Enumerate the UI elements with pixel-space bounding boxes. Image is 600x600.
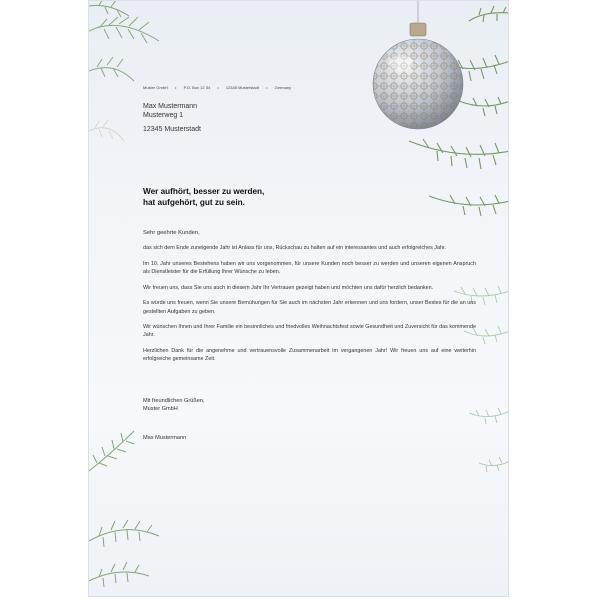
paragraph: Wir freuen uns, dass Sie uns auch in diesem Jahr Ihr Vertrauen gezeigt haben und möchten uns dafür herzlich bedanken. xyxy=(143,284,434,291)
closing xyxy=(143,397,205,414)
fir-branch-icon xyxy=(89,1,159,81)
headline-line-2: hat aufgehört, gut zu sein. xyxy=(143,197,245,207)
closing-greeting: Mit freundlichen Grüßen, xyxy=(143,398,205,404)
sender-city: 12345 Musterstadt xyxy=(225,85,259,90)
fir-branch-icon xyxy=(89,431,159,587)
recipient-street: Musterweg 1 xyxy=(143,111,184,119)
recipient-address xyxy=(143,103,201,135)
letter-sheet xyxy=(88,0,509,597)
recipient-city: 12345 Musterstadt xyxy=(143,126,201,134)
sender-po-box: P.O. Box 12 34 xyxy=(183,85,211,90)
christmas-bauble-icon xyxy=(373,1,463,129)
letter-paragraphs xyxy=(143,244,476,371)
paragraph: Im 10. Jahr unseres Bestehens haben wir uns vorgenommen, für unsere Kunden noch besser zu werden und unseren eigenen Anspruch als Dienstleister für die Erfüllung Ihrer Wünsche zu leben. xyxy=(143,260,476,275)
salutation: Sehr geehrte Kunden, xyxy=(143,230,200,236)
sender-line: Muster GmbH • P.O. Box 12 34 • 12345 Musterstadt • Germany xyxy=(143,85,292,90)
paragraph: Es würde uns freuen, wenn Sie unsere Bemühungen für Sie auch im nächsten Jahr erkennen und uns fordern, unser Bestes für die an uns gestellten Aufgaben zu geben. xyxy=(143,300,476,315)
recipient-name: Max Mustermann xyxy=(143,103,198,110)
closing-company: Muster GmbH xyxy=(143,406,178,413)
paragraph: Herzlichen Dank für die angenehme und vertrauensvolle Zusammenarbeit im vergangenen Jahr! Wir freuen uns auf eine weiterhin erfolgreiche gemeinsame Zeit. xyxy=(143,348,476,363)
letter-headline xyxy=(143,187,264,208)
headline-line-1: Wer aufhört, besser zu werden, xyxy=(143,187,265,196)
paragraph: Wir wünschen Ihnen und Ihrer Familie ein besinnliches und friedvolles Weihnachtsfest sowie Gesundheit und Zuversicht für das kommende Jahr. xyxy=(143,324,476,339)
sender-company: Muster GmbH xyxy=(143,85,168,90)
signer-name: Max Mustermann xyxy=(143,435,187,441)
sender-country: Germany xyxy=(274,85,292,90)
paragraph: das sich dem Ende zuneigende Jahr ist Anlass für uns, Rückschau zu halten auf ein interessantes und auch erfolgreiches Jahr. xyxy=(143,245,446,251)
